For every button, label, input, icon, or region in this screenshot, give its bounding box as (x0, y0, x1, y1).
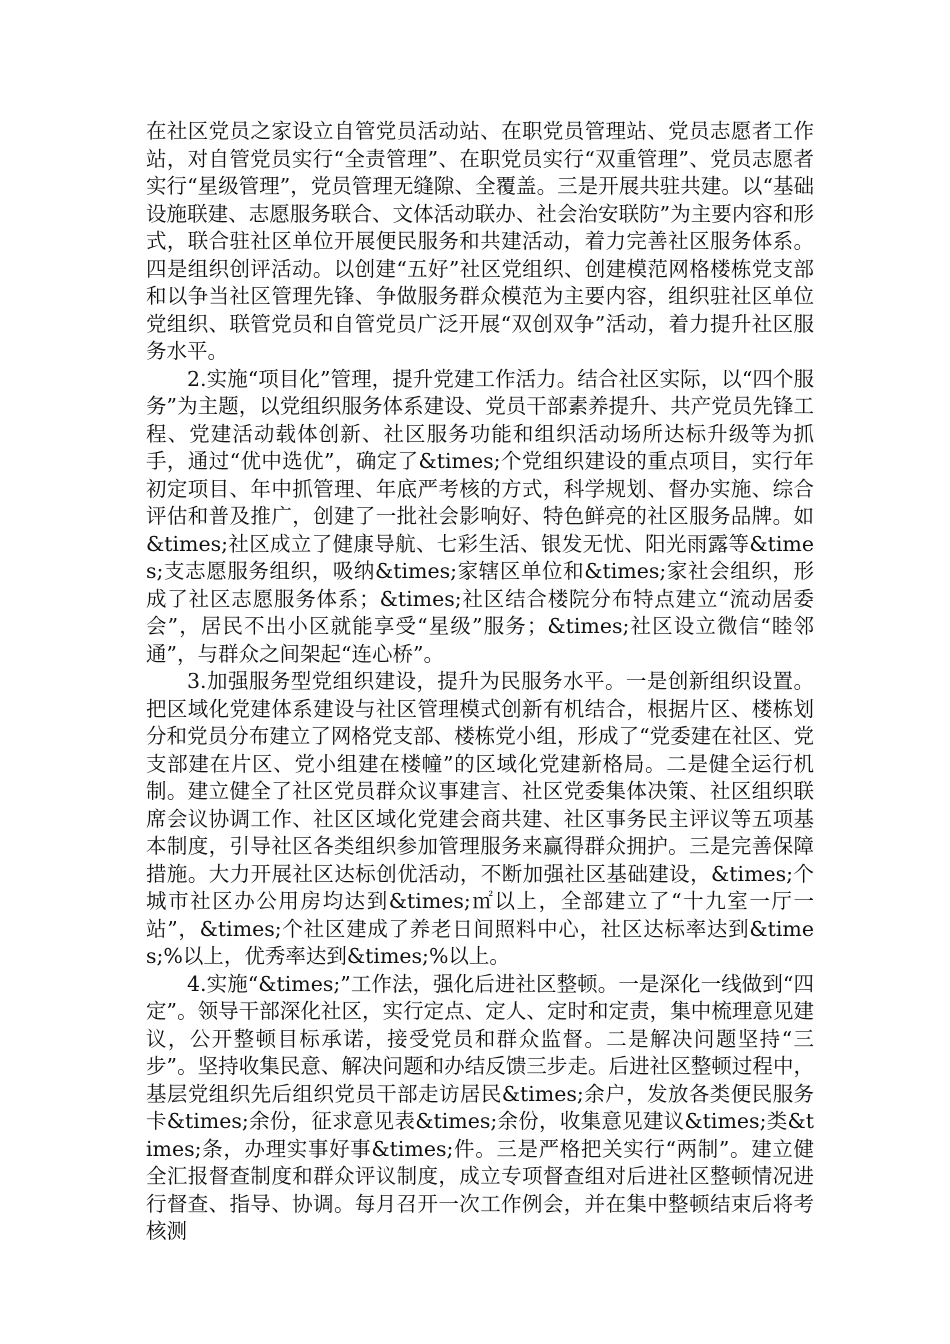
paragraph-3: 3.加强服务型党组织建设，提升为民服务水平。一是创新组织设置。把区域化党建体系建设与社区管理模式创新有机结合，根据片区、楼栋划分和党员分布建立了网格党支部、楼栋党小组，形成了“党委建在社区、党支部建在片区、党小组建在楼幢”的区域化党建新格局。二是健全运行机制。建立健全了社区党员群众议事建言、社区党委集体决策、社区组织联席会议协调工作、社区区域化党建会商共建、社区事务民主评议等五项基本制度，引导社区各类组织参加管理服务来赢得群众拥护。三是完善保障措施。大力开展社区达标创优活动，不断加强社区基础建设，&times;个城市社区办公用房均达到&times;㎡以上，全部建立了“十九室一厅一站”，&times;个社区建成了养老日间照料中心，社区达标率达到&times;%以上，优秀率达到&times;%以上。 (146, 669, 814, 968)
document-body (146, 118, 814, 1246)
paragraph-1: 在社区党员之家设立自管党员活动站、在职党员管理站、党员志愿者工作站，对自管党员实行“全责管理”、在职党员实行“双重管理”、党员志愿者实行“星级管理”，党员管理无缝隙、全覆盖。三是开展共驻共建。以“基础设施联建、志愿服务联合、文体活动联办、社会治安联防”为主要内容和形式，联合驻社区单位开展便民服务和共建活动，着力完善社区服务体系。四是组织创评活动。以创建“五好”社区党组织、创建模范网格楼栋党支部和以争当社区管理先锋、争做服务群众模范为主要内容，组织驻社区单位党组织、联管党员和自管党员广泛开展“双创双争”活动，着力提升社区服务水平。 (146, 119, 814, 363)
paragraph-2: 2.实施“项目化”管理，提升党建工作活力。结合社区实际，以“四个服务”为主题，以党组织服务体系建设、党员干部素养提升、共产党员先锋工程、党建活动载体创新、社区服务功能和组织活动场所达标升级等为抓手，通过“优中选优”，确定了&times;个党组织建设的重点项目，实行年初定项目、年中抓管理、年底严考核的方式，科学规划、督办实施、综合评估和普及推广，创建了一批社会影响好、特色鲜亮的社区服务品牌。如&times;社区成立了健康导航、七彩生活、银发无忧、阳光雨露等&times;支志愿服务组织，吸纳&times;家辖区单位和&times;家社会组织，形成了社区志愿服务体系；&times;社区结合楼院分布特点建立“流动居委会”，居民不出小区就能享受“星级”服务；&times;社区设立微信“睦邻通”，与群众之间架起“连心桥”。 (146, 366, 814, 666)
paragraph-4: 4.实施“&times;”工作法，强化后进社区整顿。一是深化一线做到“四定”。领导干部深化社区，实行定点、定人、定时和定责，集中梳理意见建议，公开整顿目标承诺，接受党员和群众监督。二是解决问题坚持“三步”。坚持收集民意、解决问题和办结反馈三步走。后进社区整顿过程中，基层党组织先后组织党员干部走访居民&times;余户，发放各类便民服务卡&times;余份，征求意见表&times;余份，收集意见建议&times;类&times;条，办理实事好事&times;件。三是严格把关实行“两制”。建立健全汇报督查制度和群众评议制度，成立专项督查组对后进社区整顿情况进行督查、指导、协调。每月召开一次工作例会，并在集中整顿结束后将考核测 (146, 971, 814, 1243)
